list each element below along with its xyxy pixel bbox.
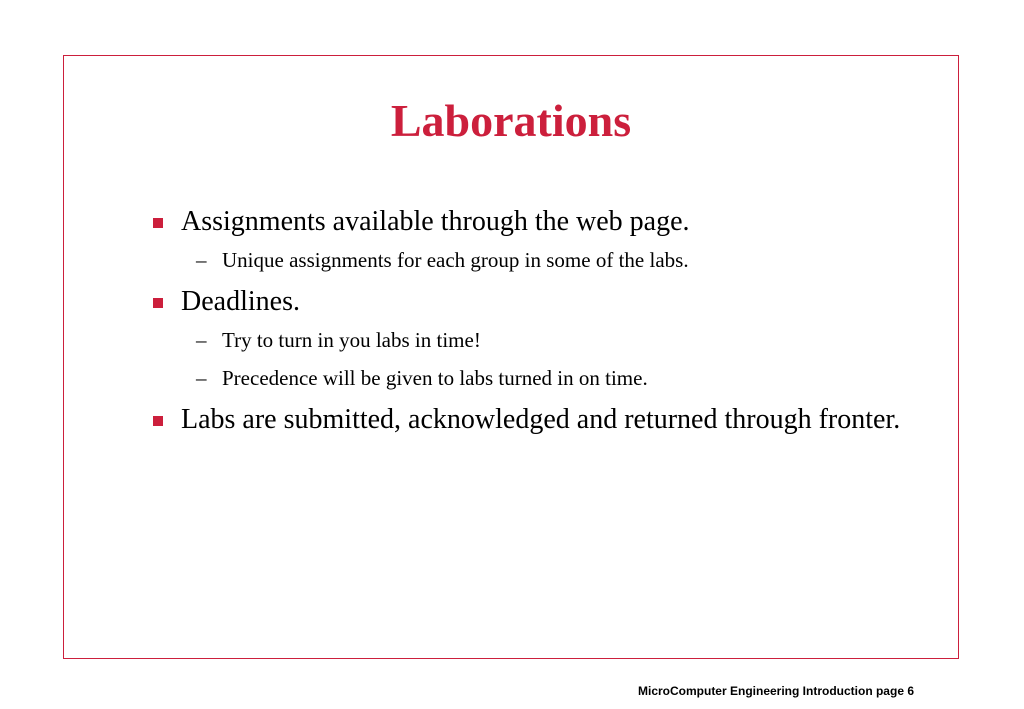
- bullet-list: [153, 205, 913, 441]
- bullet-text: Deadlines.: [181, 286, 300, 317]
- sub-bullet-text: Try to turn in you labs in time!: [222, 328, 481, 352]
- dash-bullet-icon: –: [196, 328, 207, 352]
- square-bullet-icon: [153, 298, 163, 308]
- sub-bullet-text: Precedence will be given to labs turned in on time.: [222, 366, 648, 390]
- square-bullet-icon: [153, 416, 163, 426]
- bullet-item: [153, 285, 913, 319]
- dash-bullet-icon: –: [196, 248, 207, 272]
- bullet-item: [153, 403, 913, 437]
- sub-bullet-text: Unique assignments for each group in some of the labs.: [222, 248, 689, 272]
- square-bullet-icon: [153, 218, 163, 228]
- bullet-text: Labs are submitted, acknowledged and returned through fronter.: [181, 404, 901, 435]
- page-footer: MicroComputer Engineering Introduction page 6: [637, 684, 914, 698]
- sub-bullet-item: [153, 247, 913, 273]
- sub-bullet-item: [153, 365, 913, 391]
- sub-bullet-list: [153, 327, 913, 391]
- sub-bullet-item: [153, 327, 913, 353]
- dash-bullet-icon: –: [196, 366, 207, 390]
- bullet-text: Assignments available through the web page.: [181, 206, 690, 237]
- sub-bullet-list: [153, 247, 913, 273]
- slide-title: Laborations: [390, 95, 632, 146]
- bullet-item: [153, 205, 913, 239]
